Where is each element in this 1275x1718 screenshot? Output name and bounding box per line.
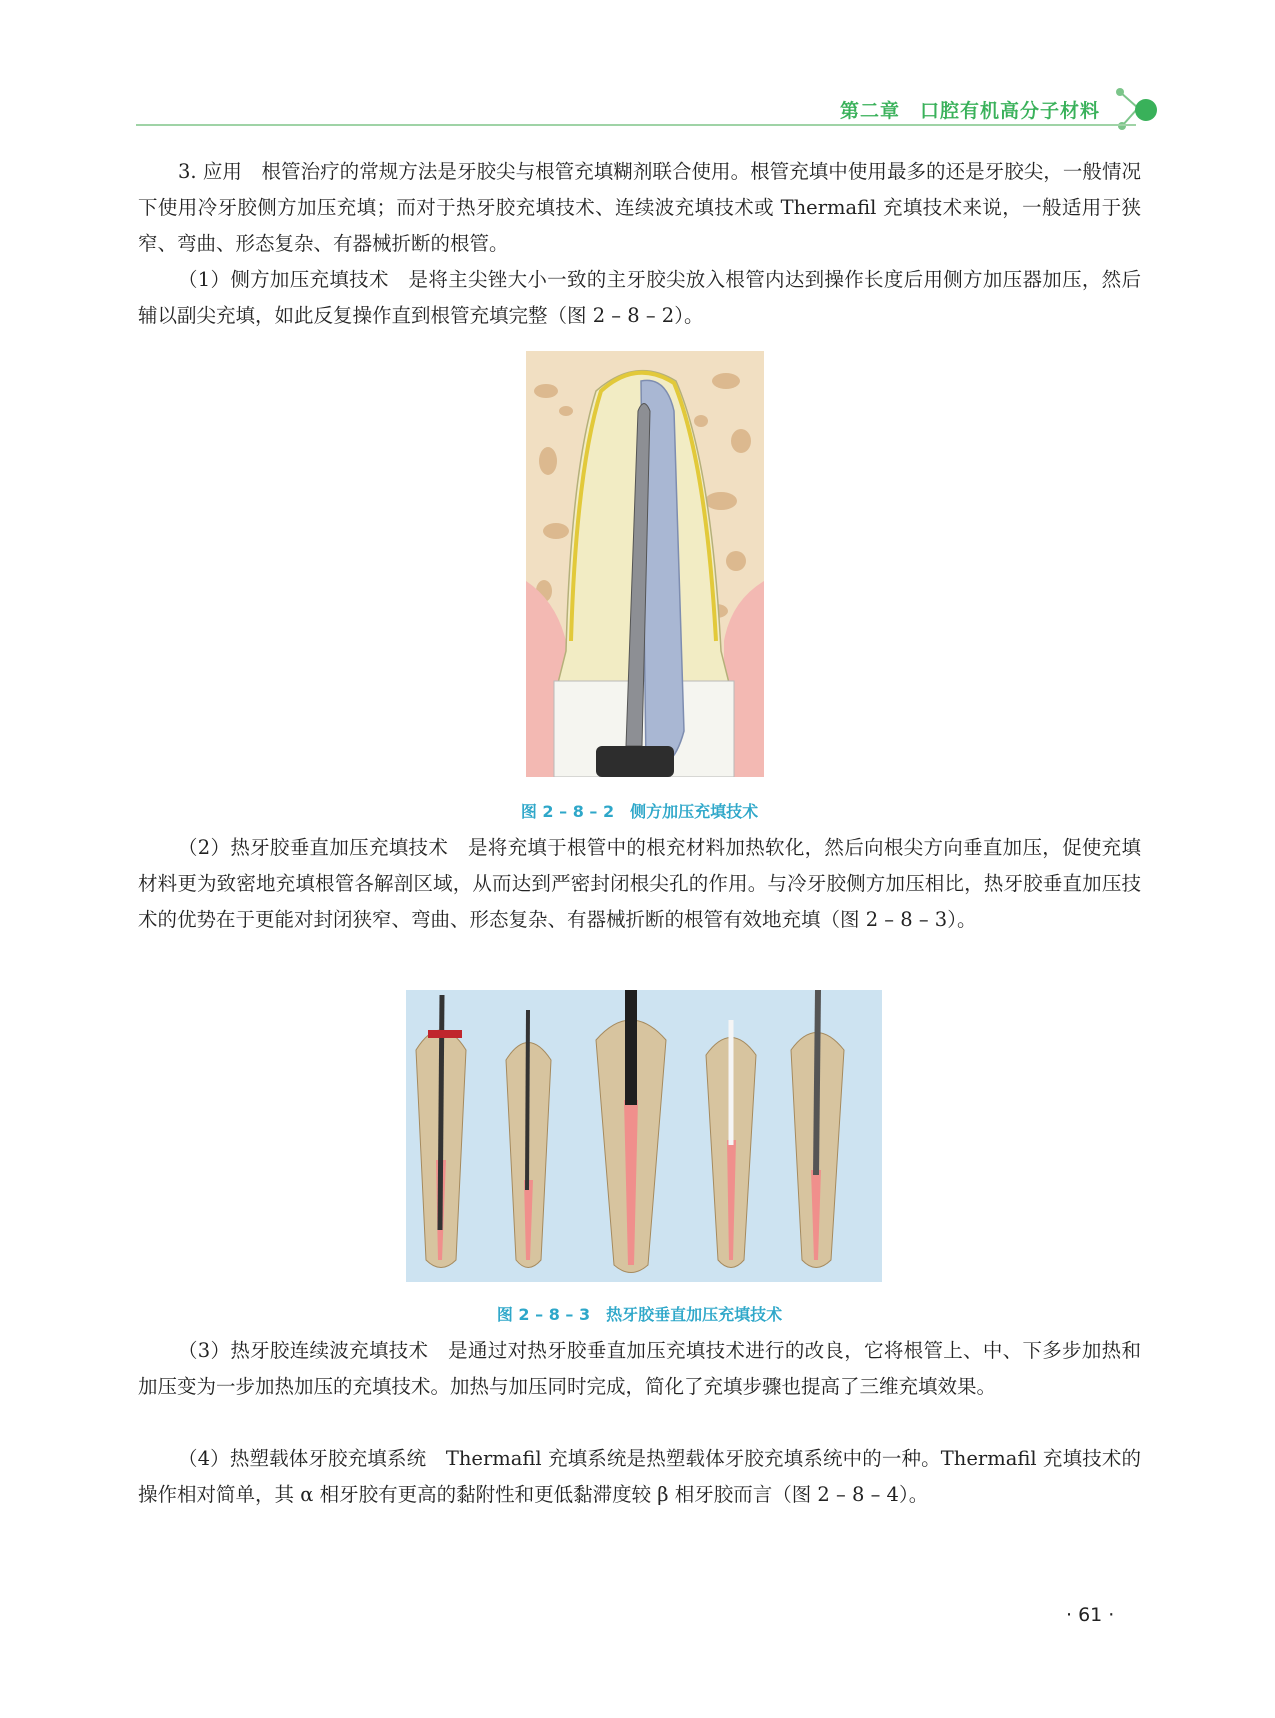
- paragraph-application: 3. 应用 根管治疗的常规方法是牙胶尖与根管充填糊剂联合使用。根管充填中使用最多的还是牙胶尖，一般情况下使用冷牙胶侧方加压充填；而对于热牙胶充填技术、连续波充填技术或 Thermafil 充填技术来说，一般适用于狭窄、弯曲、形态复杂、有器械折断的根管。: [138, 160, 1141, 255]
- figure-lateral-condensation: [526, 351, 764, 777]
- paragraph-thermafil: （4）热塑载体牙胶充填系统 Thermafil 充填系统是热塑载体牙胶充填系统中的一种。Thermafil 充填技术的操作相对简单，其 α 相牙胶有更高的黏附性和更低黏滞度较 β 相牙胶而言（图 2 – 8 – 4）。: [138, 1447, 1141, 1506]
- figure-caption-2-8-3: 图 2 – 8 – 3 热牙胶垂直加压充填技术: [496, 1305, 783, 1324]
- chapter-header: 第二章 口腔有机高分子材料: [840, 100, 1101, 122]
- page-number: · 61 ·: [1066, 1604, 1115, 1626]
- figure-vertical-condensation: [406, 990, 882, 1282]
- paragraph-continuous-wave: （3）热牙胶连续波充填技术 是通过对热牙胶垂直加压充填技术进行的改良，它将根管上、中、下多步加热和加压变为一步加热加压的充填技术。加热与加压同时完成，简化了充填步骤也提高了三维充填效果。: [138, 1339, 1141, 1398]
- figure-caption-2-8-2: 图 2 – 8 – 2 侧方加压充填技术: [520, 802, 759, 821]
- paragraph-vertical-condensation: （2）热牙胶垂直加压充填技术 是将充填于根管中的根充材料加热软化，然后向根尖方向垂直加压，促使充填材料更为致密地充填根管各解剖区域，从而达到严密封闭根尖孔的作用。与冷牙胶侧方加压相比，热牙胶垂直加压技术的优势在于更能对封闭狭窄、弯曲、形态复杂、有器械折断的根管有效地充填（图 2 – 8 – 3）。: [138, 836, 1141, 931]
- header-rule: [136, 124, 1136, 126]
- paragraph-lateral-condensation: （1）侧方加压充填技术 是将主尖锉大小一致的主牙胶尖放入根管内达到操作长度后用侧方加压器加压，然后辅以副尖充填，如此反复操作直到根管充填完整（图 2 – 8 – 2）。: [138, 268, 1141, 327]
- molecule-icon: [1108, 86, 1164, 134]
